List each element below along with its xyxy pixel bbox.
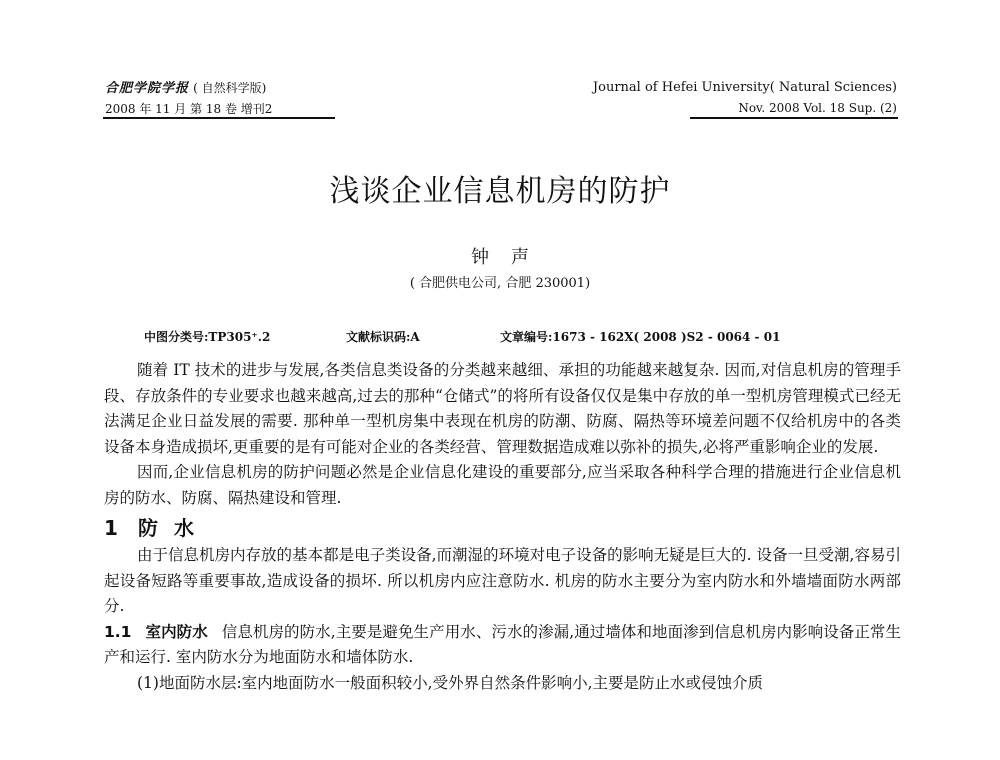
issue-info-en: Nov. 2008 Vol. 18 Sup. (2): [738, 101, 897, 115]
section-title: 防水: [138, 516, 210, 540]
paragraph-floor-waterproof: (1)地面防水层:室内地面防水一般面积较小,受外界自然条件影响小,主要是防止水或侵蚀介质: [137, 673, 764, 692]
article-author: 钟声: [471, 247, 551, 268]
journal-name-en: Journal of Hefei University( Natural Sciences): [592, 80, 897, 95]
clc-number: 中图分类号:TP305⁺.2: [144, 330, 271, 344]
section-heading-1: [104, 513, 901, 543]
section-number: 1: [104, 516, 118, 540]
subsection-1-1: [104, 620, 901, 671]
issue-info-cn: 2008 年 11 月 第 18 卷 增刊2: [105, 102, 273, 116]
header-rule-right: [690, 117, 898, 119]
subsection-title: 室内防水: [145, 622, 208, 641]
paragraph-intro: 随着 IT 技术的进步与发展,各类信息类设备的分类越来越细、承担的功能越来越复杂. 因而,对信息机房的管理手段、存放条件的专业要求也越来越高,过去的那种“仓储式”的将所有设备仅仅是集中存放的单一型机房管理模式已经无法满足企业日益发展的需要. 那种单一型机房集中表现在机房的防潮、防腐、隔热等环境差问题不仅给机房中的各类设备本身造成损坏,更重要的是有可能对企业的各类经营、管理数据造成难以弥补的损失,必将严重影响企业的发展.: [104, 361, 901, 456]
author-affiliation: ( 合肥供电公司, 合肥 230001): [409, 276, 591, 291]
header-left: [105, 78, 335, 119]
paragraph-intro-2: 因而,企业信息机房的防护问题必然是企业信息化建设的重要部分,应当采取各种科学合理的措施进行企业信息机房的防水、防腐、隔热建设和管理.: [104, 463, 901, 507]
journal-edition-cn: ( 自然科学版): [193, 81, 267, 95]
paragraph-section-1: 由于信息机房内存放的基本都是电子类设备,而潮湿的环境对电子设备的影响无疑是巨大的. 设备一旦受潮,容易引起设备短路等重要事故,造成设备的损坏. 所以机房内应注意防水. 机房的防水主要分为室内防水和外墙墙面防水两部分.: [104, 546, 901, 615]
subsection-text: 信息机房的防水,主要是避免生产用水、污水的渗漏,通过墙体和地面渗到信息机房内影响设备正常生产和运行. 室内防水分为地面防水和墙体防水.: [104, 622, 901, 666]
subsection-number: 1.1: [104, 622, 132, 641]
document-code: 文献标识码:A: [346, 330, 420, 344]
journal-title-cn: 合肥学院学报: [105, 81, 190, 96]
header-right: [593, 78, 897, 118]
subsection-heading: [104, 623, 208, 641]
article-number: 文章编号:1673 - 162X( 2008 )S2 - 0064 - 01: [500, 330, 781, 344]
article-body: [104, 358, 901, 696]
article-title: 浅谈企业信息机房的防护: [329, 174, 671, 209]
journal-name-cn: [105, 78, 335, 99]
header-rule-left: [103, 117, 335, 119]
